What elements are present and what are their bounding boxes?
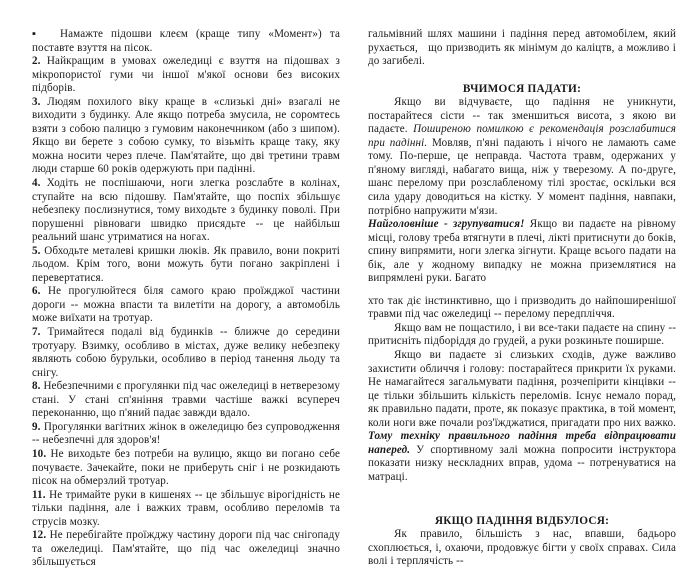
list-item-text: Ходіть не поспішаючи, ноги злегка розслабте в колінах, ступайте на всю підошву. Пам'ятайте, що поспіх збільшує небезпеку послизнутися, тому виходьте з будинку поволі. При порушенні рівноваги швидко присядьте -- це найбільш реальний шанс утриматися на ногах. (32, 177, 340, 244)
list-item-number: 3. (32, 95, 41, 108)
paragraph-text-part: Якщо ви падаєте на рівному місці, голову треба втягнути в плечі, лікті притиснути до боків, спину випрямити, ноги злегка зігнути. Краще всього падати на бік, але у жодному випадку не можна приземлятися на випрямлені руки. Багато (368, 218, 677, 285)
paragraph-spacer (368, 286, 676, 295)
list-item-number: 10. (32, 447, 47, 460)
left-column (32, 28, 340, 570)
list-item-number: 5. (32, 244, 41, 257)
bullet-item (32, 28, 340, 55)
list-item (32, 421, 340, 448)
section-heading-vchymosya-padaty: ВЧИМОСЯ ПАДАТИ: (462, 82, 582, 95)
list-item-number: 9. (32, 420, 41, 433)
list-item-text: Не виходьте без потреби на вулицю, якщо ви погано себе почуваєте. Зачекайте, поки не приберуть сніг і не розкидають пісок на обмерзлий тротуар. (32, 447, 340, 488)
list-item (32, 326, 340, 380)
list-item (32, 245, 340, 286)
list-item-text: Людям похилого віку краще в «слизькі дні» взагалі не виходити з будинку. Але якщо потреба змусила, не соромтесь взяти з собою палицю з гумовим наконечником (або з шипом). Якщо ви берете з собою сумку, то візьміть краще таку, яку можна носити через плече. Пам'ятайте, що дві третини травм люди старше 60 років одержують при падінні. (32, 95, 340, 176)
list-item-number: 4. (32, 177, 41, 190)
list-item (32, 448, 340, 489)
list-item (32, 529, 340, 570)
list-item (32, 489, 340, 530)
paragraph-text-part: У спортивному залі можна попросити інструктора показати низку нескладних вправ, удома -- потренуватися на матраці. (368, 443, 676, 483)
continuation-paragraph: гальмівний шлях машини і падіння перед автомобілем, який рухається, що призводить як мінімум до каліцтв, а можливо і до загибелі. (368, 28, 676, 68)
square-bullet-icon: ▪ (32, 28, 37, 40)
emphasis-common-mistake: Поширеною помилкою є рекомендація розслабитися при падінні. (368, 123, 676, 149)
list-item (32, 380, 340, 421)
list-item-text: Обходьте металеві кришки люків. Як правило, вони покриті льодом. Крім того, вони можуть бути погано закріплені і перевертатися. (32, 244, 340, 284)
list-item-number: 12. (32, 529, 47, 542)
section-heading-yakshcho-padinnya-vidbulosya: ЯКЩО ПАДІННЯ ВІДБУЛОСЯ: (434, 514, 610, 527)
emphasis-practice-beforehand: Тому техніку правильного падіння треба відпрацювати наперед. (368, 430, 676, 456)
list-item-text: Найкращим в умовах ожеледиці є взуття на підошвах з мікропористої гуми чи іншої м'якої основи без високих підборів. (32, 55, 340, 95)
paragraph-text-part: Якщо ви падаєте зі слизьких сходів, дуже важливо захистити обличчя і голову: постарайтеся прикрити їх руками. Не намагайтеся загальмувати падіння, розчепірити кінцівки -- це тільки збільшить кількість переломів. Існує немало порад, як правильно падати, проте, як показує практика, в той момент, коли ноги вже почали роз'їжджатися, пригадати про них важко. (368, 349, 676, 429)
paragraph-group-up (368, 218, 676, 286)
paragraph-text-part: Мовляв, п'яні падають і нічого не ламають саме тому. По-перше, це неправда. Частота травм, одержаних у п'яному вигляді, набагато вища, ніж у тверезому. А по-друге, шанс перелому при розслабленому тілі зростає, оскільки вся сила удару доводиться на кістку. У момент падіння, навпаки, потрібно напружити м'язи. (368, 136, 677, 217)
paragraph-spacer (368, 69, 676, 83)
emphasis-group-up-lead: Найголовніше - згрупуватися! (368, 218, 525, 231)
list-item-number: 8. (32, 380, 41, 393)
paragraph-falling-on-back: Якщо вам не пощастило, і ви все-таки падаєте на спину -- притисніть підборіддя до грудей, а руки розкиньте поширше. (368, 321, 676, 348)
right-column (368, 28, 676, 569)
list-item-text: Не прогулюйтеся біля самого краю проїжджої частини дороги -- можна впасти та вилетіти на дорогу, а автомобіль може виїхати на тротуар. (32, 285, 341, 325)
paragraph-falling-down-stairs (368, 349, 676, 484)
list-item-number: 6. (32, 285, 41, 298)
paragraph-learning-to-fall (368, 96, 676, 218)
bullet-item-text: Намажте підошви клеєм (краще типу «Момент») та поставте взуття на пісок. (32, 28, 340, 54)
list-item-text: Небезпечними є прогулянки під час ожеледиці в нетверезому стані. У стані сп'яніння травми частіше важкі всупереч переконанню, що п'яний падає завжди вдало. (32, 380, 340, 420)
list-item-text: Не перебігайте проїжджу частину дороги під час снігопаду та ожеледиці. Пам'ятайте, що під час ожеледиці значно збільшується (32, 529, 340, 569)
list-item (32, 285, 340, 326)
paragraph-text-part: Якщо ви відчуваєте, що падіння не уникнути, постарайтеся сісти -- так зменшиться висота, з якою ви падаєте. (368, 96, 676, 136)
list-item-text: Тримайтеся подалі від будинків -- ближче до середини тротуару. Взимку, особливо в містах, дуже велику небезпеку являють собою бурульки, особливо в період танення льоду та снігу. (32, 326, 340, 379)
two-column-layout (32, 28, 677, 570)
list-item-text: Не тримайте руки в кишенях -- це збільшує вірогідність не тільки падіння, але і важких травм, особливо переломів та струсів мозку. (32, 488, 340, 528)
list-item-number: 2. (32, 55, 41, 68)
list-item-text: Прогулянки вагітних жінок в ожеледицю без супроводження -- небезпечні для здоров'я! (32, 420, 340, 447)
list-item (32, 177, 340, 245)
list-item (32, 55, 340, 96)
list-item-number: 11. (32, 488, 46, 501)
list-item (32, 96, 340, 177)
paragraph-after-the-fall: Як правило, більшість з нас, впавши, бадьоро схоплюється, і, охаючи, продовжує бігти у своїх справах. Сила волі і терплячість -- (368, 528, 676, 568)
paragraph-forearm-fracture: хто так діє інстинктивно, що і призводить до найпоширенішої травми під час ожеледиці -- перелому передпліччя. (368, 294, 676, 321)
list-item-number: 7. (32, 326, 41, 339)
